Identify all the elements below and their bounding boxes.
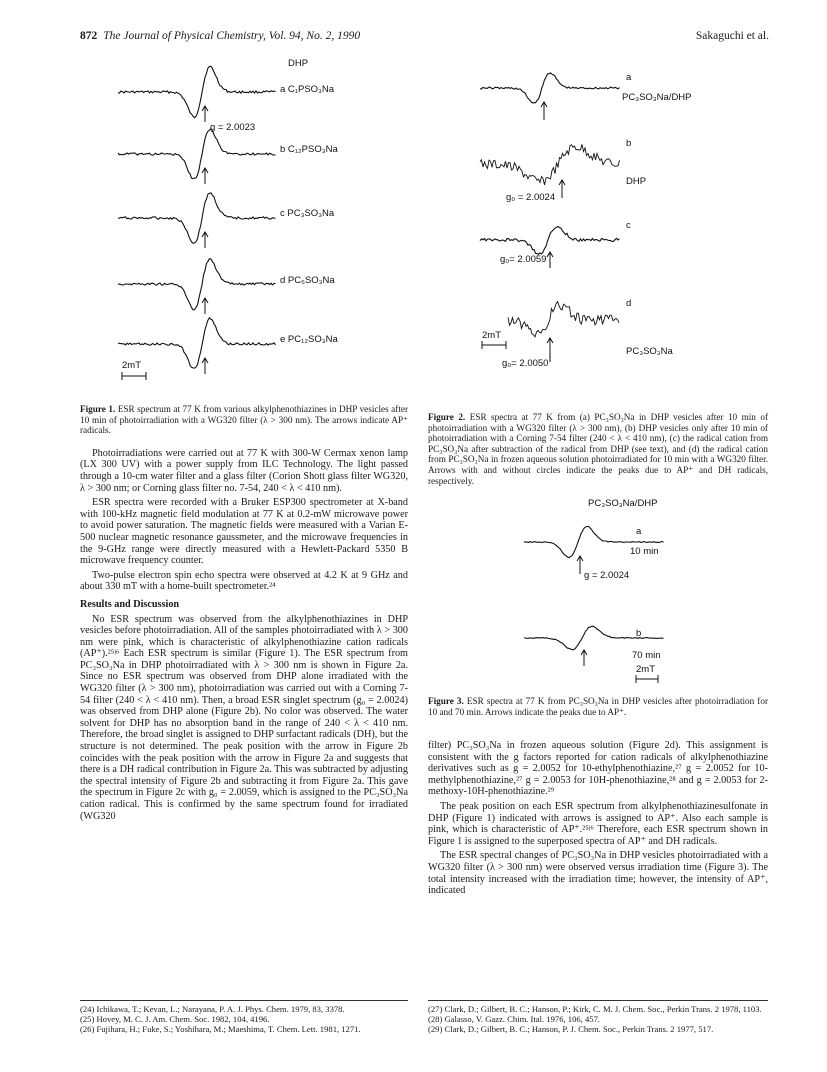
fig2-label-d: d xyxy=(626,298,632,309)
fig1-trace-d xyxy=(118,259,276,310)
footnote-rule-right xyxy=(428,1000,768,1001)
paragraph-peak-position: The peak position on each ESR spectrum from alkylphenothiazinesulfonate in DHP (Figure 1) indicated with arrows is assigned to AP⁺. Also each sample is pink, which is characteristic of AP⁺.²⁵ʲ⁶ Therefore, each ESR spectrum shown in Figure 1 is assigned to the superposed spectra of AP⁺ and DH radicals. xyxy=(428,800,768,847)
figure-2 xyxy=(478,62,738,392)
reference-28: (28) Galasso, V. Gazz. Chim. Ital. 1976, 106, 457. xyxy=(428,1014,601,1025)
fig1-trace-a xyxy=(118,66,276,117)
fig2-g-c: g₀= 2.0059 xyxy=(500,254,547,265)
paragraph-spin-echo: Two-pulse electron spin echo spectra were observed at 4.2 K at 9 GHz and about 330 mT with a home-built spectrometer.²⁴ xyxy=(80,569,408,593)
fig2-scale-label: 2mT xyxy=(482,330,501,341)
fig2-caption-text: ESR spectra at 77 K from (a) PC₃SO₃Na in DHP vesicles after 10 min of photoirradiation with a WG320 filter (λ > 300 nm), (b) DHP vesicles only after 10 min of photoirradiation with a Corning 7-54 filter (240 < λ < 410 nm), (c) the radical cation from PC₃SO₃Na after subtraction of the radical from DHP (see text), and (d) the radical cation from PC₃SO₃Na in frozen aqueous solution photoirradiated for 10 min with a WG320 filter. Arrows with and without circles indicate the peaks due to AP⁺ and DH radicals, respectively. xyxy=(428,412,769,486)
fig1-label-a: a C₁PSO₃Na xyxy=(280,84,335,95)
footnote-rule-left xyxy=(80,1000,408,1001)
fig3-caption-label: Figure 3. xyxy=(428,696,464,706)
fig2-g-b: g₀ = 2.0024 xyxy=(506,192,556,203)
reference-24: (24) Ichikawa, T.; Kevan, L.; Narayana, P. A. J. Phys. Chem. 1979, 83, 3378. xyxy=(80,1004,345,1014)
fig1-trace-e xyxy=(118,318,276,368)
page-number: 872 xyxy=(80,30,98,42)
fig1-label-b: b C₁₂PSO₃Na xyxy=(280,144,338,155)
author-header: Sakaguchi et al. xyxy=(695,30,769,42)
fig3-label-a: a xyxy=(636,526,642,537)
fig3-g-value: g = 2.0024 xyxy=(584,570,630,581)
fig3-time-a: 10 min xyxy=(630,546,659,557)
fig2-trace-d xyxy=(508,302,619,337)
fig2-label-c: c xyxy=(626,220,631,231)
figure-3-caption xyxy=(428,696,768,717)
fig1-caption-label: Figure 1. xyxy=(80,404,116,414)
fig3-caption-text: ESR spectra at 77 K from PC₃SO₃Na in DHP vesicles after photoirradiation for 10 and 70 min. Arrows indicate the peaks due to AP⁺. xyxy=(428,696,769,717)
paragraph-esr-setup: ESR spectra were recorded with a Bruker ESP300 spectrometer at X-band with 100-kHz magnetic field modulation at 77 K at 0.2-mW microwave power to avoid power saturation. The magnetic fields were measured with a Varian E-500 nuclear magnetic resonance gaussmeter, and the microwave frequencies in the 9-GHz range were directly measured with a Hewlett-Packard 5350 B microwave frequency counter. xyxy=(80,497,408,567)
fig1-trace-b xyxy=(118,129,276,179)
fig3-title: PC₃SO₃Na/DHP xyxy=(588,498,658,509)
fig1-trace-c xyxy=(118,193,276,243)
left-column xyxy=(80,404,408,825)
fig3-label-b: b xyxy=(636,628,642,639)
fig1-g-value: g = 2.0023 xyxy=(210,122,256,133)
reference-27: (27) Clark, D.; Gilbert, B. C.; Hanson, P.; Kirk, C. M. J. Chem. Soc., Perkin Trans. 2 1978, 1103. xyxy=(428,1004,762,1014)
fig1-caption-text: ESR spectrum at 77 K from various alkylphenothiazines in DHP vesicles after 10 min of photoirradiation with a WG320 filter (λ > 300 nm). The arrows indicate AP⁺ radicals. xyxy=(80,404,409,436)
fig1-label-c: c PC₃SO₃Na xyxy=(280,208,335,219)
figure-1 xyxy=(110,52,410,392)
fig1-scale-label: 2mT xyxy=(122,360,141,371)
journal-title: The Journal of Physical Chemistry, Vol. 94, No. 2, 1990 xyxy=(103,30,361,42)
fig3-trace-b xyxy=(524,626,664,650)
figure-3 xyxy=(520,492,740,692)
references-left xyxy=(80,1004,408,1035)
fig2-sample-d: PC₃SO₃Na xyxy=(626,346,673,357)
reference-25: (25) Hovey, M. C. J. Am. Chem. Soc. 1982, 104, 4196. xyxy=(80,1014,270,1025)
section-heading: Results and Discussion xyxy=(80,598,180,610)
reference-29: (29) Clark, D.; Gilbert, B. C.; Hanson, P. J. Chem. Soc., Perkin Trans. 2 1977, 517. xyxy=(428,1024,714,1035)
fig1-label-d: d PC₆SO₃Na xyxy=(280,275,335,286)
fig2-sample-b: DHP xyxy=(626,176,647,187)
paragraph-spectral-changes: The ESR spectral changes of PC₃SO₃Na in DHP vesicles photoirradiated with a WG320 filter (λ > 300 nm) were observed versus irradiation time (Figure 3). The total intensity increased with the irradiation time; however, the intensity of AP⁺, indicated xyxy=(428,850,768,897)
fig2-trace-a xyxy=(480,73,620,103)
fig3-time-b: 70 min xyxy=(632,650,661,661)
right-column xyxy=(428,740,768,900)
running-header xyxy=(80,30,360,42)
paragraph-photoirradiation: Photoirradiations were carried out at 77 K with 300-W Cermax xenon lamp (LX 300 UV) with a power supply from ILC Technology. The light passed through a 10-cm water filter and a glass filter (Corion Shott glass filter WG320, λ > 300 nm; or Corning glass filter no. 7-54, 240 < λ < 410 nm). xyxy=(80,447,408,494)
figure-2-caption xyxy=(428,412,768,486)
paragraph-assignment: filter) PC₃SO₃Na in frozen aqueous solution (Figure 2d). This assignment is consistent with the g factors reported for cation radicals of alkylphenothiazine derivatives such as g = 2.0052 for 10-ethylphenothiazine,²⁷ g = 2.0052 for 10-methylphenothiazine,²⁷ g = 2.0053 for 10H-phenothiazine,²⁸ and g = 2.0053 for 2-methoxy-10H-phenothiazine.²⁹ xyxy=(428,740,768,798)
figure-1-caption xyxy=(80,404,408,436)
fig2-trace-c xyxy=(480,227,620,255)
fig2-sample-a: PC₃SO₃Na/DHP xyxy=(622,92,692,103)
fig2-caption-label: Figure 2. xyxy=(428,412,466,422)
fig1-label-e: e PC₁₂SO₃Na xyxy=(280,334,338,345)
fig2-label-b: b xyxy=(626,138,632,149)
references-right xyxy=(428,1004,768,1035)
fig2-g-d: g₀= 2.0050 xyxy=(502,358,549,369)
reference-26: (26) Fujihara, H.; Fuke, S.; Yoshihara, M.; Maeshima, T. Chem. Lett. 1981, 1271. xyxy=(80,1024,361,1035)
paragraph-results: No ESR spectrum was observed from the alkylphenothiazines in DHP vesicles before photoirradiation. All of the samples photoirradiated with λ > 300 nm were pink, which is characteristic of alkylphenothiazine cation radicals (AP⁺).²⁵ʲ⁶ Each ESR spectrum is similar (Figure 1). The ESR spectrum from PC₃SO₃Na in DHP photoirradiated with λ > 300 nm is shown in Figure 2a. Since no ESR spectrum was observed from DHP alone irradiated with the WG320 filter (λ > 300 nm), photoirradiation was carried out with a Corning 7-54 filter (240 < λ < 410 nm). Then, a broad ESR singlet spectrum (g₀ = 2.0024) was observed from DHP alone (Figure 2b). No color was observed. The water solvent for DHP has no absorption band in the range of 240 < λ < 410 nm. Therefore, the broad singlet is assigned to DHP surfactant radicals (DH), but the structure is not determined. The peak position with the arrow in Figure 2b coincides with the peak position with the arrow in Figure 2a and suggests that there is a DH radical contribution in Figure 2a. This was subtracted by adjusting the spectral intensity of Figure 2b and subtracting it from Figure 2a. This gave the spectrum in Figure 2c with g₀ = 2.0059, which is assigned to the PC₃SO₃Na cation radical. This is confirmed by the same spectrum found for irradiated (WG320 xyxy=(80,613,408,822)
fig2-trace-b xyxy=(480,144,620,185)
fig2-label-a: a xyxy=(626,72,632,83)
fig3-scale-label: 2mT xyxy=(636,664,655,675)
fig1-label-dhp: DHP xyxy=(288,58,309,69)
